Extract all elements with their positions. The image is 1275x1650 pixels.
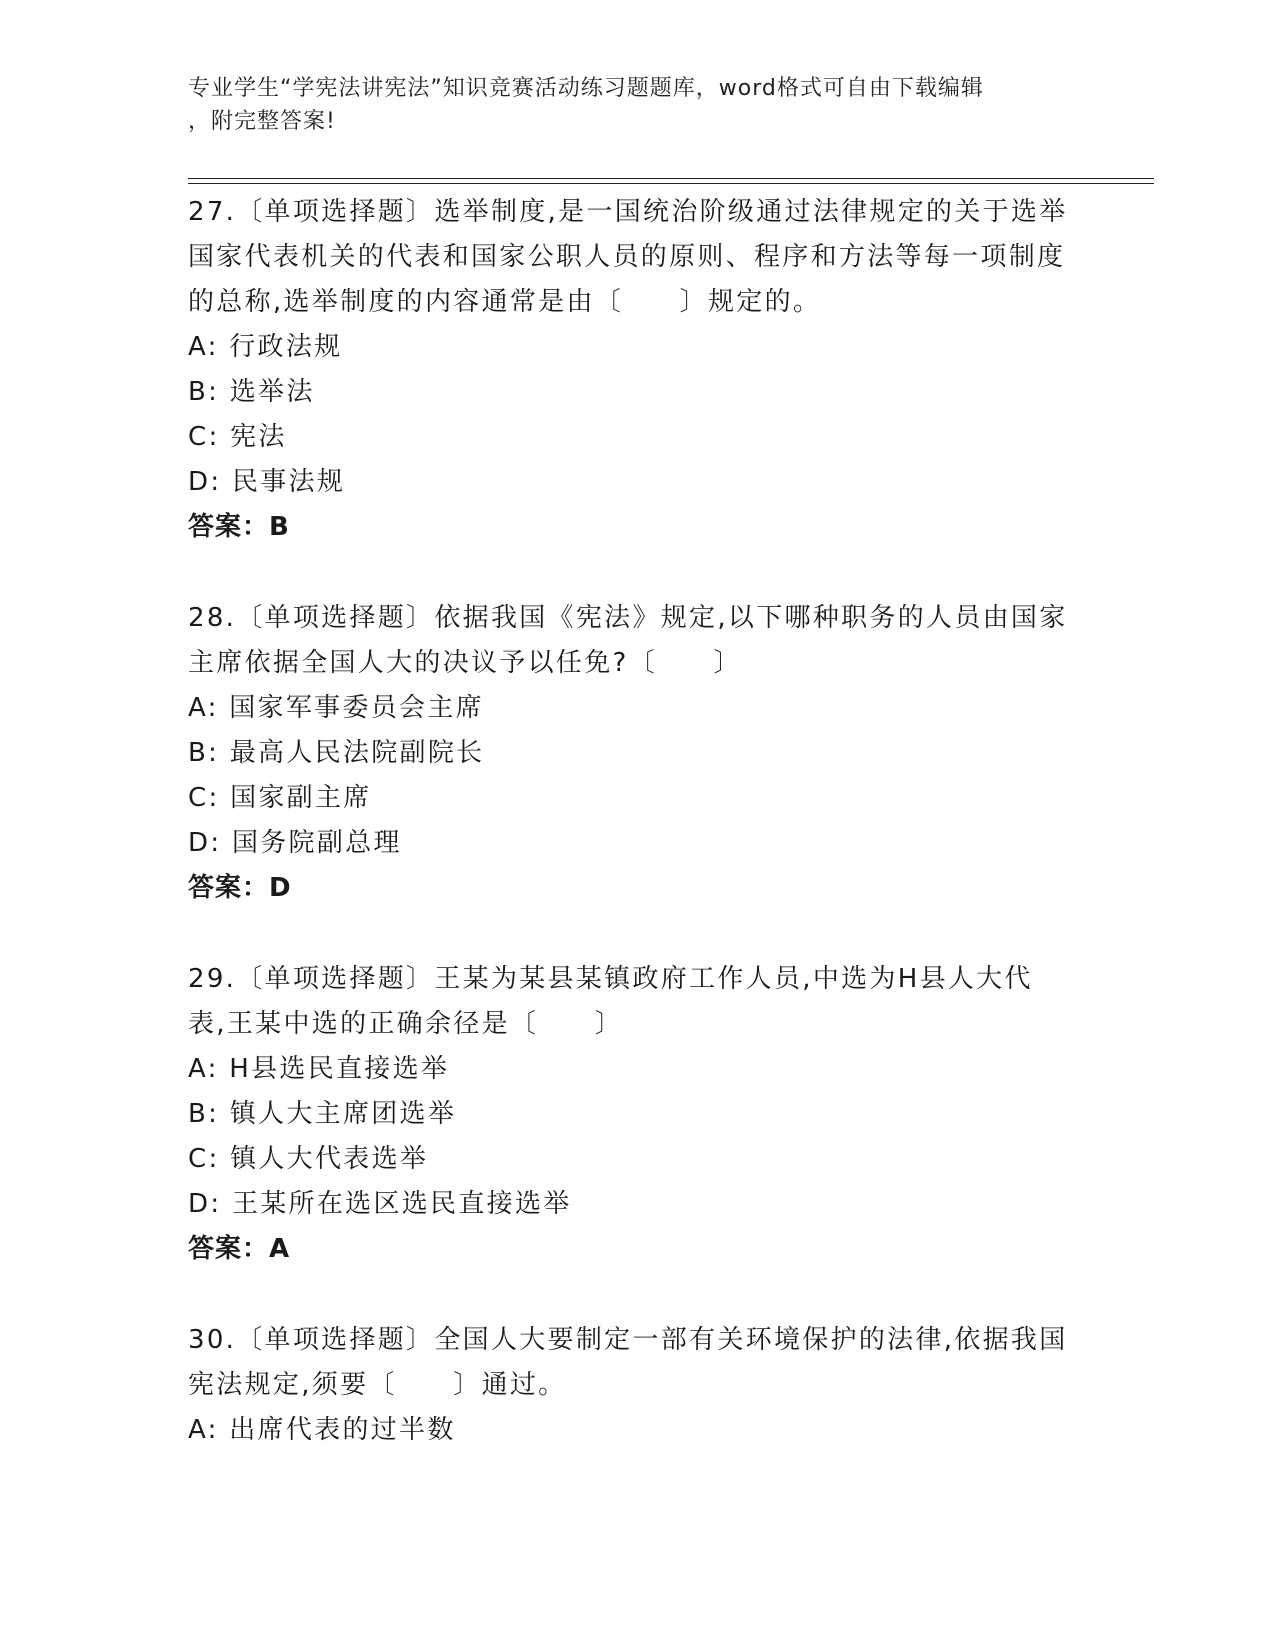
header-title-line-2: ，附完整答案! [188, 109, 336, 134]
option-c: C: 镇人大代表选举 [188, 1144, 429, 1174]
option-d: D: 民事法规 [188, 467, 346, 497]
question-stem: 30.〔单项选择题〕全国人大要制定一部有关环境保护的法律,依据我国宪法规定,须要〔 〕通过。 [188, 1325, 1068, 1400]
answer-label: 答案：A [188, 1234, 291, 1264]
option-d: D: 王某所在选区选民直接选举 [188, 1189, 572, 1219]
option-b: B: 最高人民法院副院长 [188, 738, 485, 768]
question-29 [188, 955, 1068, 1272]
header-divider-top [188, 178, 1154, 179]
question-27 [188, 188, 1068, 550]
question-28 [188, 594, 1068, 911]
option-c: C: 宪法 [188, 422, 287, 452]
option-a: A: 出席代表的过半数 [188, 1415, 456, 1445]
option-d: D: 国务院副总理 [188, 828, 402, 858]
answer-label: 答案：B [188, 512, 290, 542]
option-a: A: 国家军事委员会主席 [188, 693, 484, 723]
option-b: B: 选举法 [188, 377, 315, 407]
option-c: C: 国家副主席 [188, 783, 372, 813]
question-list [188, 188, 1068, 1497]
option-a: A: 行政法规 [188, 332, 343, 362]
option-a: A: H县选民直接选举 [188, 1054, 450, 1084]
option-b: B: 镇人大主席团选举 [188, 1099, 457, 1129]
question-stem: 27.〔单项选择题〕选举制度,是一国统治阶级通过法律规定的关于选举国家代表机关的代表和国家公职人员的原则、程序和方法等每一项制度的总称,选举制度的内容通常是由〔 〕规定的。 [188, 197, 1068, 317]
header-divider-bottom [188, 183, 1154, 184]
document-header [188, 72, 1068, 138]
question-30 [188, 1316, 1068, 1453]
header-title-line-1: 专业学生“学宪法讲宪法”知识竞赛活动练习题题库，word格式可自由下载编辑 [188, 76, 984, 101]
question-stem: 29.〔单项选择题〕王某为某县某镇政府工作人员,中选为H县人大代表,王某中选的正确余径是〔 〕 [188, 964, 1033, 1039]
answer-label: 答案：D [188, 873, 292, 903]
question-stem: 28.〔单项选择题〕依据我国《宪法》规定,以下哪种职务的人员由国家主席依据全国人大的决议予以任免?〔 〕 [188, 603, 1068, 678]
